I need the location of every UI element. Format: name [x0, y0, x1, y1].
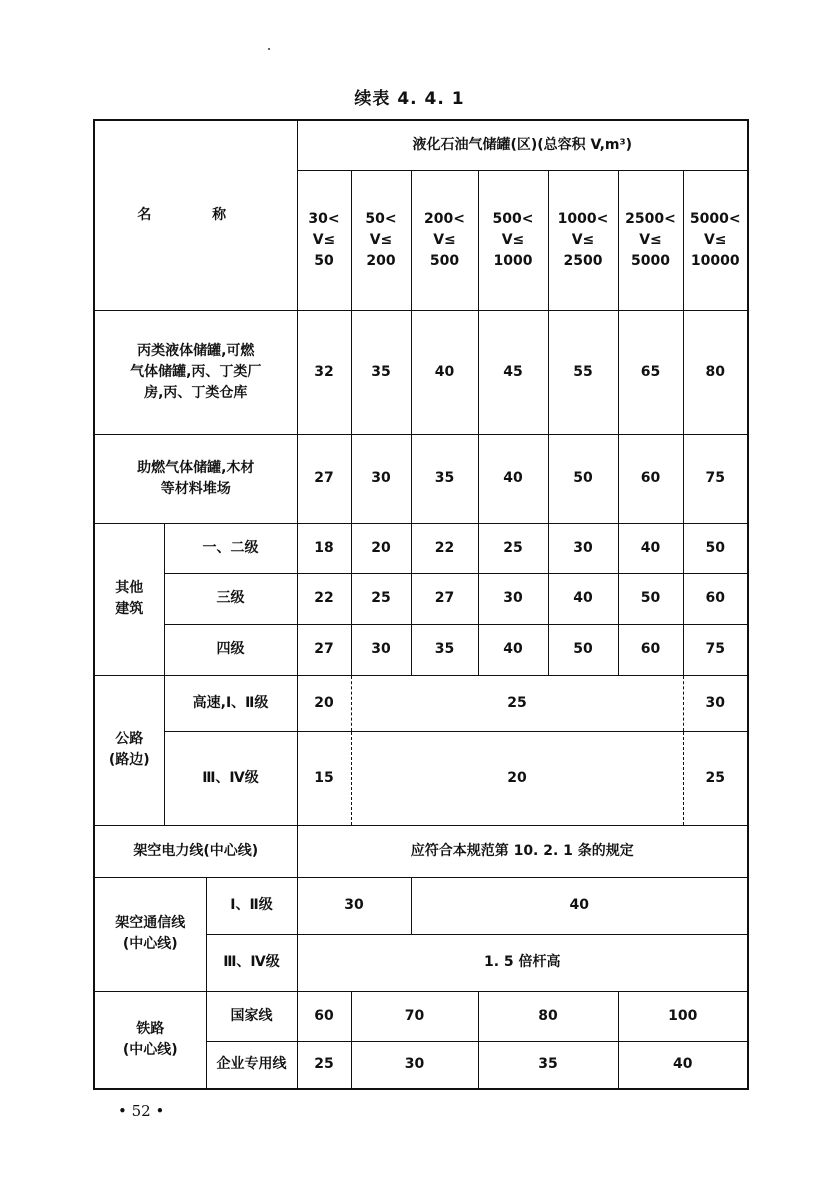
value-cell: 40	[411, 310, 478, 434]
sub-label: 企业专用线	[206, 1041, 297, 1089]
value-cell: 40	[478, 434, 548, 523]
sub-label: 高速,Ⅰ、Ⅱ级	[164, 675, 297, 731]
value-cell: 30	[683, 675, 748, 731]
value-cell: 30	[351, 1041, 478, 1089]
value-cell: 70	[351, 991, 478, 1041]
header-name-label: 名 称	[137, 206, 255, 223]
sub-label: 一、二级	[164, 523, 297, 573]
header-range-cell: 2500< V≤ 5000	[618, 170, 683, 310]
group-label-comm-line: 架空通信线 (中心线)	[94, 877, 206, 991]
speck-mark	[268, 48, 270, 50]
header-range-cell: 5000< V≤ 10000	[683, 170, 748, 310]
value-cell: 35	[351, 310, 411, 434]
value-cell: 50	[618, 573, 683, 624]
value-cell: 75	[683, 434, 748, 523]
group-label-road: 公路 (路边)	[94, 675, 164, 825]
value-cell: 40	[411, 877, 748, 934]
value-cell: 40	[548, 573, 618, 624]
value-cell: 40	[618, 1041, 748, 1089]
value-cell: 20	[351, 523, 411, 573]
sub-label: Ⅰ、Ⅱ级	[206, 877, 297, 934]
value-cell: 应符合本规范第 10. 2. 1 条的规定	[297, 825, 748, 877]
value-cell: 1. 5 倍杆高	[297, 934, 748, 991]
value-cell: 65	[618, 310, 683, 434]
group-label-railway: 铁路 (中心线)	[94, 991, 206, 1089]
value-cell: 30	[478, 573, 548, 624]
value-cell: 60	[683, 573, 748, 624]
header-range-cell: 30< V≤ 50	[297, 170, 351, 310]
value-cell: 25	[297, 1041, 351, 1089]
value-cell: 27	[297, 624, 351, 675]
value-cell: 100	[618, 991, 748, 1041]
value-cell: 35	[411, 624, 478, 675]
value-cell: 35	[411, 434, 478, 523]
value-cell: 50	[548, 434, 618, 523]
value-cell: 45	[478, 310, 548, 434]
sub-label: 国家线	[206, 991, 297, 1041]
value-cell: 75	[683, 624, 748, 675]
header-name-cell	[94, 120, 297, 310]
value-cell: 32	[297, 310, 351, 434]
value-cell: 55	[548, 310, 618, 434]
value-cell: 40	[478, 624, 548, 675]
value-cell: 60	[618, 434, 683, 523]
value-cell: 18	[297, 523, 351, 573]
value-cell: 50	[548, 624, 618, 675]
value-cell: 80	[478, 991, 618, 1041]
value-cell: 15	[297, 731, 351, 825]
value-cell: 22	[411, 523, 478, 573]
value-cell: 27	[297, 434, 351, 523]
value-cell: 25	[351, 675, 683, 731]
row-label-oxidizer: 助燃气体储罐,木材 等材料堆场	[94, 434, 297, 523]
sub-label: 三级	[164, 573, 297, 624]
value-cell: 30	[548, 523, 618, 573]
value-cell: 30	[351, 434, 411, 523]
spacing-table	[93, 119, 749, 1090]
header-range-cell: 1000< V≤ 2500	[548, 170, 618, 310]
header-range-cell: 50< V≤ 200	[351, 170, 411, 310]
value-cell: 25	[351, 573, 411, 624]
value-cell: 25	[478, 523, 548, 573]
value-cell: 35	[478, 1041, 618, 1089]
value-cell: 60	[618, 624, 683, 675]
value-cell: 60	[297, 991, 351, 1041]
value-cell: 80	[683, 310, 748, 434]
value-cell: 30	[351, 624, 411, 675]
table-caption: 续表 4. 4. 1	[354, 89, 465, 109]
group-label-other-buildings: 其他 建筑	[94, 523, 164, 675]
page-number: • 52 •	[118, 1102, 165, 1120]
value-cell: 20	[351, 731, 683, 825]
header-group-label: 液化石油气储罐(区)(总容积 V,m³)	[297, 120, 748, 170]
value-cell: 25	[683, 731, 748, 825]
value-cell: 40	[618, 523, 683, 573]
header-range-cell: 500< V≤ 1000	[478, 170, 548, 310]
sub-label: 四级	[164, 624, 297, 675]
sub-label: Ⅲ、Ⅳ级	[206, 934, 297, 991]
value-cell: 30	[297, 877, 411, 934]
row-label-class-c: 丙类液体储罐,可燃 气体储罐,丙、丁类厂 房,丙、丁类仓库	[94, 310, 297, 434]
value-cell: 20	[297, 675, 351, 731]
row-label-power-line: 架空电力线(中心线)	[94, 825, 297, 877]
sub-label: Ⅲ、Ⅳ级	[164, 731, 297, 825]
value-cell: 22	[297, 573, 351, 624]
header-range-cell: 200< V≤ 500	[411, 170, 478, 310]
value-cell: 27	[411, 573, 478, 624]
value-cell: 50	[683, 523, 748, 573]
